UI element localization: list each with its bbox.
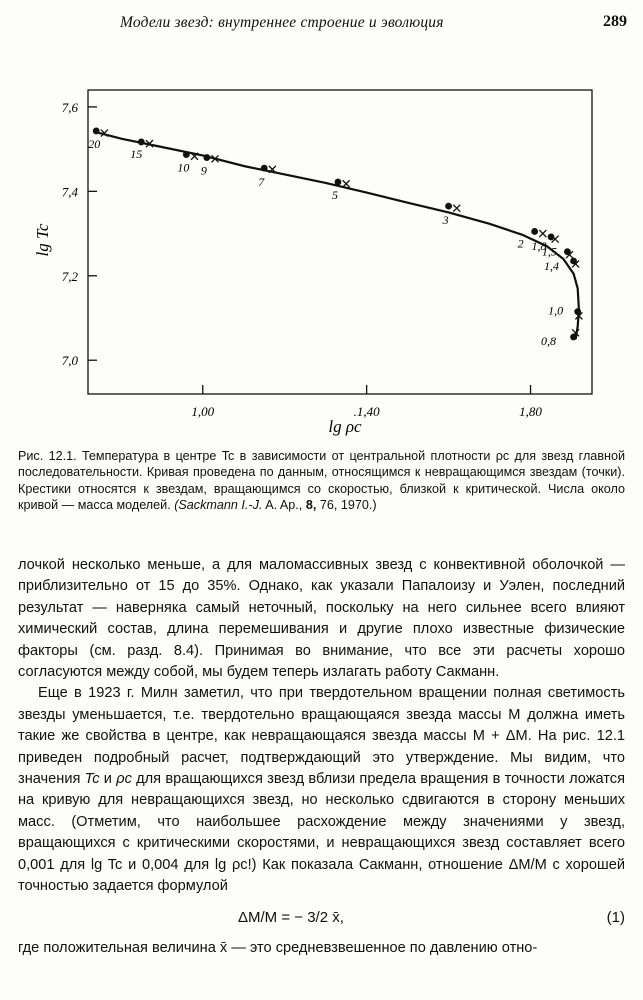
rotating-point bbox=[539, 230, 546, 237]
caption-ref-volume: 8, bbox=[305, 498, 317, 513]
caption-text: Температура в центре Tc в зависимости от центральной плотности ρc для звезд главной последовательности. Кривая проведена по данным, относящимся к невращающимся звездам (точки). Крестики относятся к звездам, вращающимся со скоростью, близкой к критической. Числа около кривой — масса моделей. bbox=[18, 449, 625, 513]
non-rotating-point bbox=[445, 203, 452, 210]
paragraph-2-part-b: для вращающихся звезд вблизи предела вращения в точности ложатся на кривую для невращающихся звезд, но несколько сдвигаются в сторону меньших масс. (Отметим, что наибольшее расхождение между значениями у звезд, вращающихся с критическими скоростями, и невращающихся звезд составляет всего 0,001 для lg Tc и 0,004 для lg ρc!) Как показала Сакманн, отношение ΔM/M с хорошей точностью задается формулой bbox=[18, 771, 625, 895]
non-rotating-point bbox=[183, 151, 190, 158]
y-tick-label: 7,4 bbox=[61, 184, 78, 200]
mass-label: 3 bbox=[442, 213, 449, 228]
equation-number: (1) bbox=[606, 908, 625, 926]
model-curve bbox=[96, 132, 579, 339]
x-axis-title: lg ρc bbox=[328, 417, 362, 436]
non-rotating-point bbox=[531, 228, 538, 235]
non-rotating-point bbox=[335, 179, 342, 186]
mass-label: 1,8 bbox=[531, 238, 547, 253]
mass-label: 20 bbox=[88, 136, 101, 151]
rotating-series bbox=[101, 130, 582, 337]
x-axis bbox=[191, 385, 542, 419]
mass-label: 9 bbox=[200, 163, 207, 178]
y-tick-label: 7,2 bbox=[61, 268, 78, 284]
mass-label: 15 bbox=[130, 146, 143, 161]
paragraph-3: где положительная величина x̄ — это средневзвешенное по давлению отно- bbox=[18, 939, 538, 956]
y-axis-title: lg Tc bbox=[33, 223, 52, 257]
mass-label: 1,0 bbox=[548, 303, 564, 318]
caption-ref-journal: A. Ap., bbox=[265, 498, 303, 513]
symbol-rhoc: ρc bbox=[116, 771, 132, 788]
y-tick-label: 7,6 bbox=[61, 99, 78, 115]
figure-label: Рис. 12.1. bbox=[18, 449, 77, 463]
x-tick-label: 1,00 bbox=[191, 404, 215, 419]
plot-frame bbox=[88, 90, 592, 394]
rotating-point bbox=[453, 205, 460, 212]
mass-label: 1,5 bbox=[541, 244, 557, 259]
paragraph-1: лочкой несколько меньше, а для маломассивных звезд с конвективной оболочкой — приблизительно от 15 до 35%. Однако, как указали Папалоизу и Уэлен, последний результат — наверняка самый неточный, поскольку на него сильнее всего влияют химический состав, длина перемешивания и другие плохо известные физические факторы (см. разд. 8.4). Принимая во внимание, что все эти расчеты хорошо согласуются между собой, мы будем теперь излагать работу Сакманн. bbox=[18, 557, 625, 681]
y-tick-label: 7,0 bbox=[61, 353, 78, 369]
page-number: 289 bbox=[603, 13, 627, 30]
non-rotating-point bbox=[261, 165, 268, 172]
caption-ref-tail: 76, 1970.) bbox=[319, 498, 377, 513]
body-text bbox=[18, 555, 625, 959]
non-rotating-series bbox=[93, 128, 581, 341]
symbol-tc: Tc bbox=[84, 771, 100, 788]
paragraph-2-part-a: Еще в 1923 г. Милн заметил, что при твердотельном вращении полная светимость звезды уменьшается, т.е. твердотельно вращающаяся звезда массы M должна иметь такие же свойства в центре, как невращающаяся звезда массы M + ΔM. На рис. 12.1 приведен подробный расчет, подтверждающий это утверждение. Мы видим, что значения bbox=[18, 685, 625, 788]
mass-label: 10 bbox=[177, 160, 190, 175]
equation-1 bbox=[18, 898, 625, 938]
mass-label: 0,8 bbox=[541, 334, 557, 348]
x-tick-label: .1,40 bbox=[353, 404, 380, 419]
formula: ΔM/M = − 3/2 x̄, bbox=[238, 908, 344, 926]
conjunction: и bbox=[103, 771, 112, 788]
mass-label: 7 bbox=[258, 175, 265, 190]
mass-labels bbox=[88, 137, 563, 348]
non-rotating-point bbox=[93, 128, 100, 135]
rotating-point bbox=[343, 180, 350, 187]
figure-caption bbox=[18, 448, 625, 514]
x-tick-label: 1,80 bbox=[519, 404, 542, 419]
running-title: Модели звезд: внутреннее строение и эволюция bbox=[120, 14, 444, 31]
mass-label: 1,4 bbox=[544, 259, 560, 273]
mass-label: 2 bbox=[517, 236, 524, 251]
paragraph-2 bbox=[18, 683, 625, 897]
mass-label: 5 bbox=[331, 188, 338, 203]
non-rotating-point bbox=[203, 154, 210, 161]
caption-ref-author: (Sackmann I.-J. bbox=[174, 498, 263, 513]
non-rotating-point bbox=[138, 139, 145, 146]
figure-tc-vs-rhoc-chart bbox=[0, 80, 643, 450]
